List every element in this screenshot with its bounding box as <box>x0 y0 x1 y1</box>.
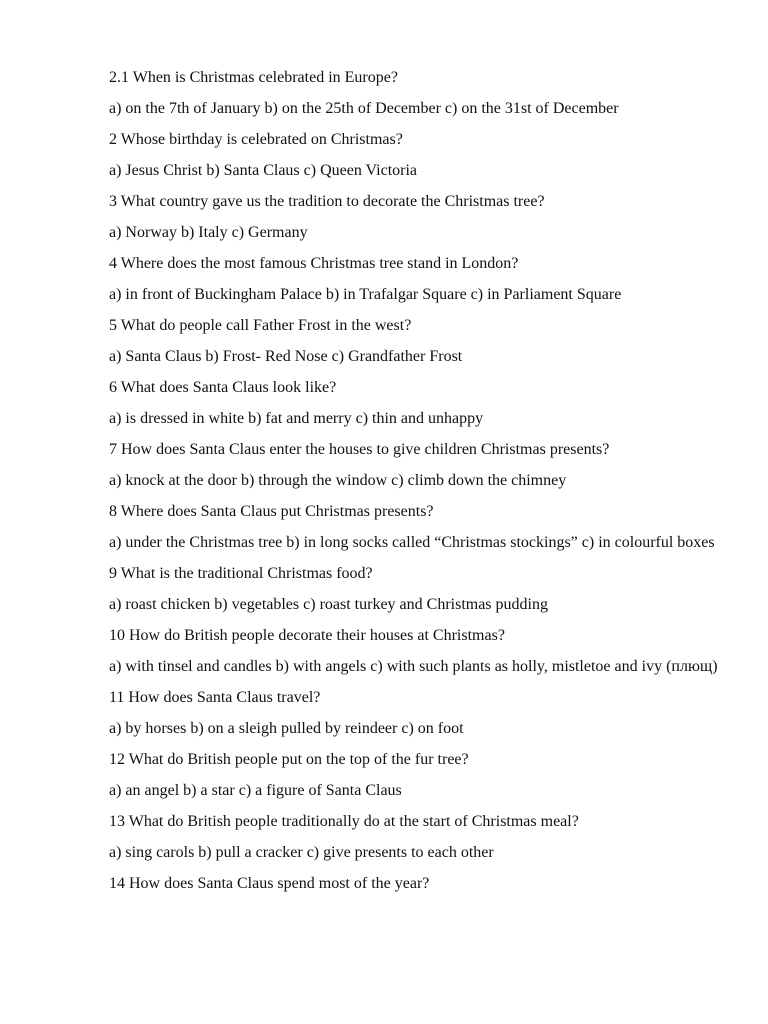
answer-options: a) is dressed in white b) fat and merry c) thin and unhappy <box>109 410 484 427</box>
question-text: 10 How do British people decorate their houses at Christmas? <box>109 627 505 644</box>
question-text: 7 How does Santa Claus enter the houses to give children Christmas presents? <box>109 441 610 458</box>
quiz-document <box>109 68 719 905</box>
question-text: 13 What do British people traditionally do at the start of Christmas meal? <box>109 813 579 830</box>
answer-options: a) Jesus Christ b) Santa Claus c) Queen Victoria <box>109 162 418 179</box>
question-text: 6 What does Santa Claus look like? <box>109 379 337 396</box>
question-text: 12 What do British people put on the top of the fur tree? <box>109 751 469 768</box>
quiz-item-1 <box>109 68 719 119</box>
quiz-item-8 <box>109 502 719 553</box>
question-text: 3 What country gave us the tradition to decorate the Christmas tree? <box>109 193 545 210</box>
quiz-item-6 <box>109 378 719 429</box>
answer-options: a) with tinsel and candles b) with angels c) with such plants as holly, mistletoe and ivy (плющ) <box>109 658 718 675</box>
quiz-item-9 <box>109 564 719 615</box>
answer-options: a) roast chicken b) vegetables c) roast turkey and Christmas pudding <box>109 596 548 613</box>
answer-options: a) in front of Buckingham Palace b) in Trafalgar Square c) in Parliament Square <box>109 286 622 303</box>
quiz-item-3 <box>109 192 719 243</box>
question-text: 4 Where does the most famous Christmas tree stand in London? <box>109 255 519 272</box>
answer-options: a) sing carols b) pull a cracker c) give presents to each other <box>109 844 494 861</box>
quiz-item-10 <box>109 626 719 677</box>
question-text: 2 Whose birthday is celebrated on Christmas? <box>109 131 403 148</box>
quiz-item-5 <box>109 316 719 367</box>
question-text: 11 How does Santa Claus travel? <box>109 689 321 706</box>
answer-options: a) Santa Claus b) Frost- Red Nose c) Grandfather Frost <box>109 348 463 365</box>
question-text: 14 How does Santa Claus spend most of the year? <box>109 875 430 892</box>
quiz-item-7 <box>109 440 719 491</box>
question-text: 2.1 When is Christmas celebrated in Europe? <box>109 69 398 86</box>
answer-options: a) knock at the door b) through the window c) climb down the chimney <box>109 472 567 489</box>
quiz-item-14 <box>109 874 719 894</box>
quiz-item-4 <box>109 254 719 305</box>
quiz-item-11 <box>109 688 719 739</box>
answer-options: a) Norway b) Italy c) Germany <box>109 224 308 241</box>
quiz-item-12 <box>109 750 719 801</box>
answer-options: a) on the 7th of January b) on the 25th of December c) on the 31st of December <box>109 100 619 117</box>
question-text: 9 What is the traditional Christmas food? <box>109 565 373 582</box>
quiz-item-13 <box>109 812 719 863</box>
answer-options: a) under the Christmas tree b) in long socks called “Christmas stockings” c) in colourful boxes <box>109 534 715 551</box>
question-text: 5 What do people call Father Frost in the west? <box>109 317 412 334</box>
quiz-item-2 <box>109 130 719 181</box>
answer-options: a) by horses b) on a sleigh pulled by reindeer c) on foot <box>109 720 464 737</box>
question-text: 8 Where does Santa Claus put Christmas presents? <box>109 503 434 520</box>
answer-options: a) an angel b) a star c) a figure of Santa Claus <box>109 782 402 799</box>
